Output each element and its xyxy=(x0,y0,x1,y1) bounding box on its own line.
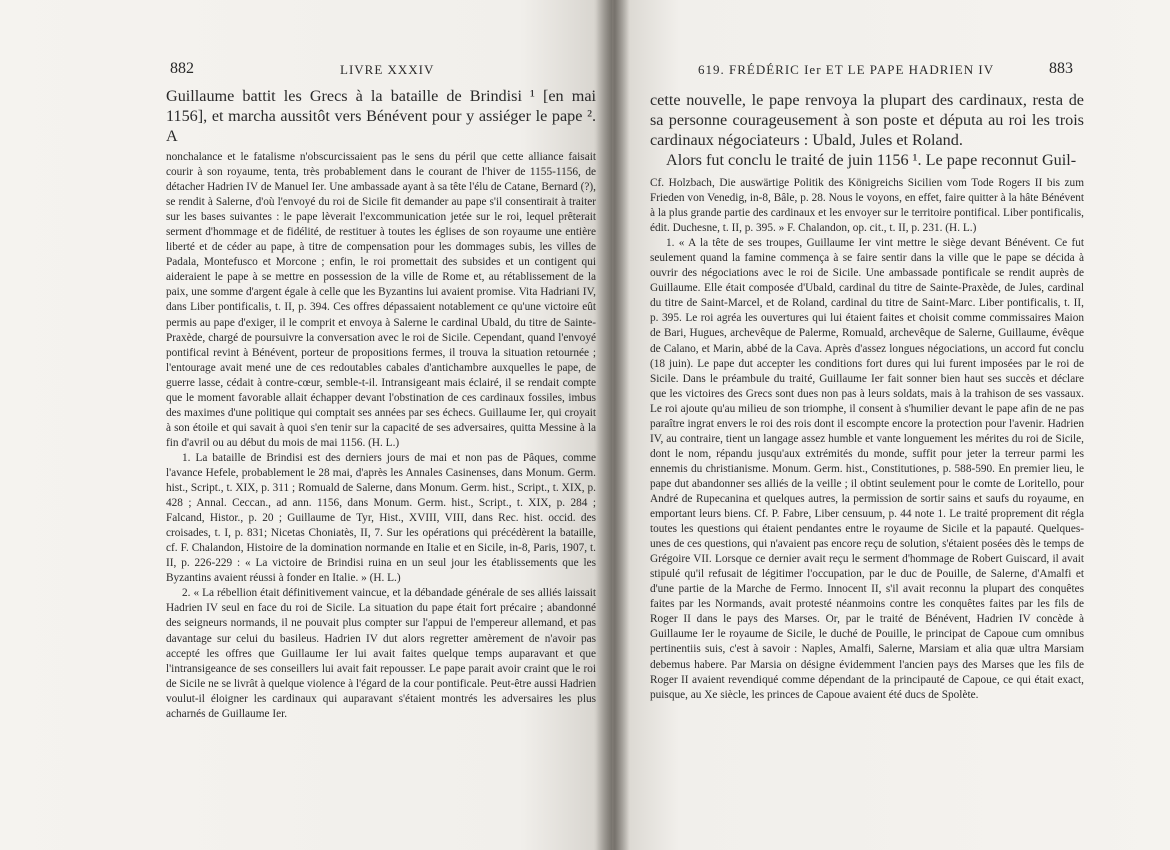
page-number: 883 xyxy=(1049,60,1073,77)
running-head: LIVRE XXXIV xyxy=(340,62,435,77)
footnote-1: 1. « A la tête de ses troupes, Guillaume Ier vint mettre le siège devant Bénévent. Ce fut seulement quand la famine commença à se faire sentir dans la ville que le pape se décida à ouvrir des négociations avec le roi de Sicile. Une ambassade pontificale se rendit auprès de Guillaume. Elle était composée d'Ubald, cardinal du titre de Sainte-Praxède, de Jules, cardinal du titre de Saint-Marcel, et de Roland, cardinal du titre de Saint-Marc. Liber pontificalis, t. II, p. 395. Le roi agréa les ouvertures qui lui étaient faites et choisit comme commissaires Maion de Bari, Hugues, archevêque de Palerme, Romuald, archevêque de Salerne, Guillaume, évêque de Calano, et Marin, abbé de la Cava. Après d'assez longues négociations, un accord fut conclu (18 juin). Le pape dut accepter les conditions fort dures qui lui furent imposées par le roi de Sicile. Dans le préambule du traité, Guillaume Ier fait sonner bien haut ses succès et déclare que les victoires des Grecs sont dues non pas à leurs soldats, mais à la trahison de ses vassaux. Le roi ajoute qu'au milieu de son triomphe, il consent à s'humilier devant le pape afin de ne pas paraître ingrat envers le roi des rois dont il escompte encore la protection pour l'avenir. Hadrien IV, au contraire, tient un langage assez humble et vante longuement les mérites du roi de Sicile, dont le nom, répandu jusqu'aux extrémités du monde, suffit pour jeter la terreur parmi les ennemis du christianisme. Monum. Germ. hist., Constitutiones, p. 588-590. En premier lieu, le pape dut abandonner ses alliés de la veille ; il obtint seulement pour le comte de Loritello, pour André de Rupecanina et quelques autres, la permission de sortir sains et saufs du royaume, en emportant leurs biens. Cf. P. Fabre, Liber censuum, p. 44 note 1. Le traité proprement dit régla toutes les questions qui étaient pendantes entre le royaume de Sicile et la papauté. Quelques-unes de ces questions, qui n'avaient pas encore reçu de solution, s'étaient posées dès le temps de Grégoire VII. Lorsque ce dernier avait reçu le serment d'hommage de Robert Guiscard, il avait stipulé qu'il refusait de légitimer l'occupation, par le duc de Pouille, de Salerne, d'Amalfi et d'une partie de la Marche de Fermo. Innocent II, s'il avait reconnu la plupart des conquêtes faites par les Normands, avait protesté néanmoins contre les conquêtes faites par les fils de Roger II dans le pays des Marses. Or, par le traité de Bénévent, Hadrien IV concède à Guillaume Ier le royaume de Sicile, le duché de Pouille, le principat de Capoue cum omnibus pertinentiis suis, c'est à savoir : Naples, Amalfi, Salerne, Marsiam et alia quæ ultra Marsiam debemus habere. Par Marsia on désigne évidemment l'ancien pays des Marses que les fils de Roger II avaient revendiqué comme dépendant de la principauté de Capoue, ce qui était exact, puisque, au Xe siècle, les princes de Capoue avaient été ducs de Spolète. xyxy=(650,237,1084,701)
footnotes xyxy=(650,176,1084,703)
book-gutter xyxy=(596,0,630,850)
main-text xyxy=(650,90,1084,170)
page-number: 882 xyxy=(170,60,194,77)
footnote-continuation: nonchalance et le fatalisme n'obscurcissaient pas le sens du péril que cette alliance faisait courir à son royaume, tenta, très probablement dans le courant de l'hiver de 1155-1156, de détacher Hadrien IV de Manuel Ier. Une ambassade ayant à sa tête l'élu de Catane, Bernard (?), se rendit à Salerne, d'où l'envoyé du roi de Sicile fit demander au pape s'il consentirait à traiter sur les bases suivantes : le pape lèverait l'excommunication jetée sur le roi, lequel prêterait serment d'hommage et de fidélité, de restituer à toutes les églises de son royaume une entière liberté et de céder au pape, à titre de compensation pour les dommages subis, les villes de Padala, Montefusco et Morcone ; enfin, le roi promettait des subsides et un contigent qui aideraient le pape à se mettre en possession de la ville de Rome et, au rétablissement de la paix, une somme d'argent égale à celle que les Byzantins lui avaient promise. Vita Hadriani IV, dans Liber pontificalis, t. II, p. 394. Ces offres dépassaient notablement ce qu'une victoire eût permis au pape d'exiger, il le comprit et envoya à Salerne le cardinal Ubald, du titre de Sainte-Praxède, chargé de poursuivre la conversation avec le roi de Sicile. Cependant, quand l'envoyé pontifical revint à Bénévent, porteur de propositions fermes, il trouva la situation retournée ; l'entourage avait mené une de ces redoutables cabales d'antichambre auxquelles le pape, de guerre lasse, cédait à contre-cœur, semble-t-il. Intransigeant mais éclairé, il se rendait compte que le moment favorable allait échapper devant l'obstination de ces cardinaux fossiles, imbus des maximes d'une politique qui comptait ses années par ses échecs. Guillaume Ier, qui croyait à son étoile et qui savait à quoi s'en tenir sur la capacité de ses adversaires, quitta Messine à la fin d'avril ou au début du mois de mai 1156. (H. L.) xyxy=(166,151,596,449)
main-paragraph: Guillaume battit les Grecs à la bataille de Brindisi ¹ [en mai 1156], et marcha aussitôt vers Bénévent pour y assiéger le pape ². A xyxy=(166,87,596,145)
running-head: 619. FRÉDÉRIC Ier ET LE PAPE HADRIEN IV xyxy=(698,62,995,77)
footnotes xyxy=(166,150,596,722)
footnote-1: 1. La bataille de Brindisi est des derniers jours de mai et non pas de Pâques, comme l'avance Hefele, probablement le 28 mai, d'après les Annales Casinenses, dans Monum. Germ. hist., Script., t. XIX, p. 311 ; Romuald de Salerne, dans Monum. Germ. hist., Script., t. XIX, p. 428 ; Annal. Ceccan., ad ann. 1156, dans Monum. Germ. hist., Script., t. XIX, p. 284 ; Falcand, Histor., p. 20 ; Guillaume de Tyr, Hist., XVIII, VIII, dans Rec. hist. occid. des croisades, t. I, p. 831; Nicetas Choniatès, II, 7. Sur les opérations qui précédèrent la bataille, cf. F. Chalandon, Histoire de la domination normande en Italie et en Sicile, in-8, Paris, 1907, t. II, p. 226-229 : « La victoire de Brindisi ruina en un seul jour les établissements que les Byzantins avaient réussi à fonder en Italie. » (H. L.) xyxy=(166,451,596,585)
main-paragraph-2: Alors fut conclu le traité de juin 1156 ¹. Le pape reconnut Guil- xyxy=(666,151,1077,169)
footnote-continuation: Cf. Holzbach, Die auswärtige Politik des Königreichs Sicilien vom Tode Rogers II bis zum Frieden von Venedig, in-8, Bâle, p. 28. Nous le voyons, en effet, faire quitter à la hâte Bénévent à la plus grande partie des cardinaux et les envoyer sur le territoire pontifical. Liber pontificalis, édit. Duchesne, t. II, p. 395. » F. Chalandon, op. cit., t. II, p. 231. (H. L.) xyxy=(650,177,1084,235)
footnote-2: 2. « La rébellion était définitivement vaincue, et la débandade générale de ses alliés laissait Hadrien IV seul en face du roi de Sicile. La situation du pape était fort précaire ; abandonné des seigneurs normands, il ne pouvait plus compter sur l'appui de l'empereur allemand, et pas davantage sur celui du basileus. Hadrien IV dut alors regretter amèrement de n'avoir pas accepté les offres que Guillaume Ier lui avait faites quelque temps auparavant et que l'intransigeance de ses conseillers lui avait fait repousser. Le pape parait avoir craint que le roi de Sicile ne se livrât à quelque violence à l'égard de la cour pontificale. Peut-être aussi Hadrien voulut-il éloigner les cardinaux qui auparavant s'étaient montrés les adversaires les plus acharnés de Guillaume Ier. xyxy=(166,587,596,720)
main-text xyxy=(166,86,596,146)
main-paragraph-1: cette nouvelle, le pape renvoya la plupart des cardinaux, resta de sa personne courageusement à son poste et députa au roi les trois cardinaux négociateurs : Ubald, Jules et Roland. xyxy=(650,91,1084,149)
right-page xyxy=(612,0,1170,850)
